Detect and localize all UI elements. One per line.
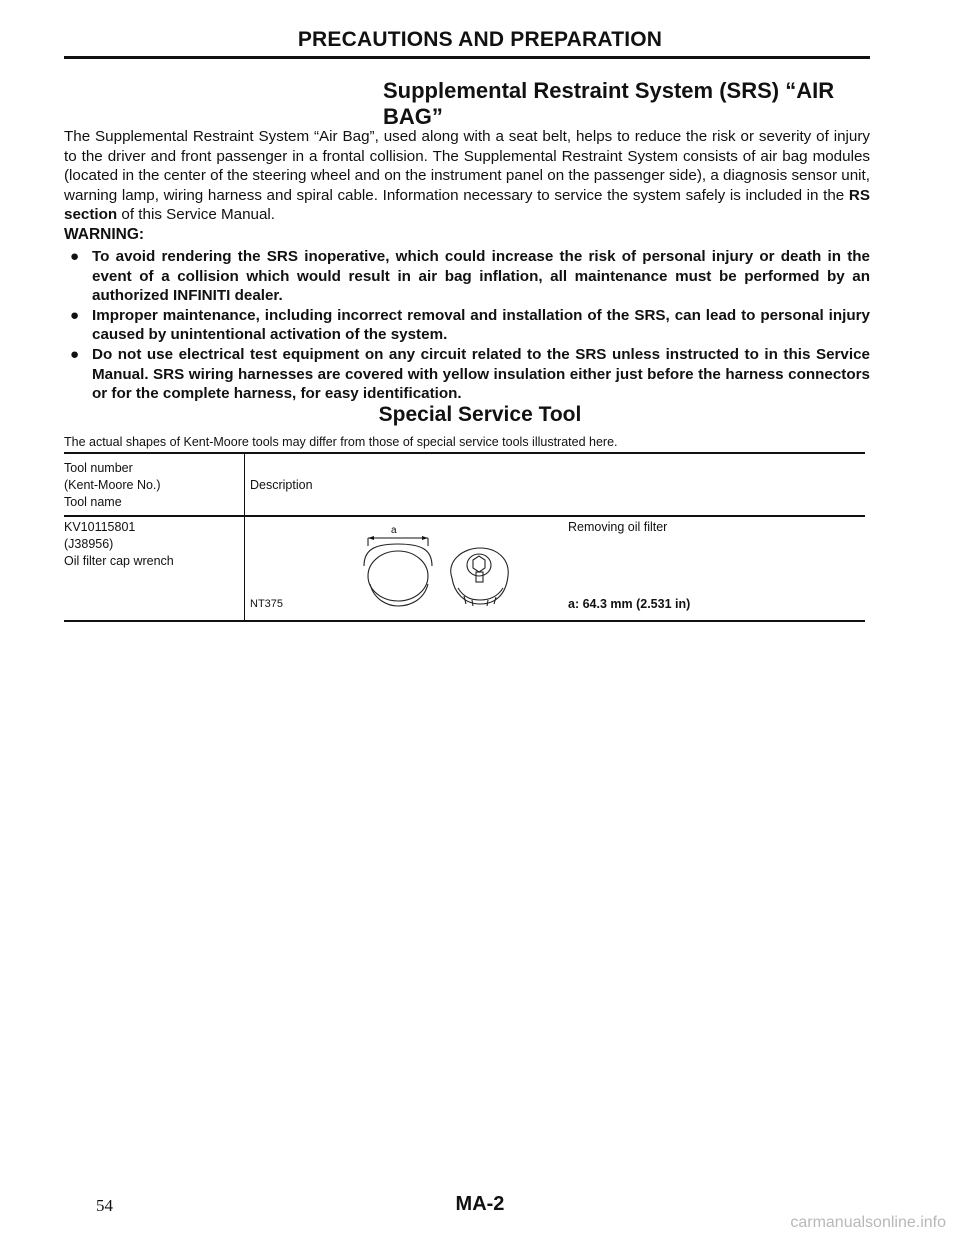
bullet-icon: ● [70, 248, 80, 265]
header-tool-name: Tool name [64, 495, 122, 509]
table-top-rule [64, 452, 865, 454]
figure-label-a: a [391, 525, 397, 536]
watermark: carmanualsonline.info [790, 1214, 946, 1231]
page-header-title: PRECAUTIONS AND PREPARATION [297, 28, 663, 51]
srs-intro-text-end: of this Service Manual. [117, 206, 276, 224]
kent-moore-number: (J38956) [64, 537, 114, 551]
tool-dimension-text: a: 64.3 mm (2.531 in) [568, 597, 691, 611]
warning-text: To avoid rendering the SRS inoperative, which could increase the risk of personal injury or death in the event of a collision which would result in air bag inflation, all maintenance must be performed by an authorized INFINITI dealer. [92, 248, 870, 305]
header-rule [64, 56, 870, 59]
tool-description: Removing oil filter [568, 520, 668, 534]
srs-section-title: Supplemental Restraint System (SRS) “AIR BAG” [383, 78, 835, 129]
warning-item [64, 306, 870, 345]
sst-note: The actual shapes of Kent-Moore tools may differ from those of special service tools illustrated here. [64, 435, 618, 449]
arrow-left-icon [368, 536, 374, 540]
bullet-icon: ● [70, 345, 80, 363]
wrench-perspective-view [451, 548, 509, 606]
page-number: 54 [96, 1196, 113, 1215]
table-header-description: Description [250, 478, 313, 492]
special-service-tool-title: Special Service Tool [378, 403, 582, 426]
figure-code: NT375 [250, 598, 284, 610]
bullet-icon: ● [70, 306, 80, 324]
warning-item [64, 345, 870, 404]
arrow-right-icon [422, 536, 428, 540]
warning-item [64, 247, 870, 306]
table-row-tool [64, 519, 174, 570]
header-kent-moore: (Kent-Moore No.) [64, 478, 161, 492]
table-column-divider [244, 454, 245, 620]
table-header-tool [64, 460, 161, 511]
rs-section-reference: RS section [64, 186, 870, 224]
header-tool-number: Tool number [64, 461, 133, 475]
warning-list [64, 247, 870, 404]
srs-intro-paragraph [64, 127, 870, 225]
warning-label: WARNING: [64, 226, 145, 243]
oil-filter-cap-wrench-illustration [340, 520, 530, 616]
tool-number: KV10115801 [64, 520, 136, 534]
srs-intro-text: The Supplemental Restraint System “Air Bag”, used along with a seat belt, helps to reduce the risk or severity of injury to the driver and front passenger in a frontal collision. The Supplemental Restraint System consists of air bag modules (located in the center of the steering wheel and on the instrument panel on the passenger side), a diagnosis sensor unit, warning lamp, wiring harness and spiral cable. Information necessary to service the system safely is included in the [64, 128, 870, 204]
table-bottom-rule [64, 620, 865, 622]
wrench-side-view [364, 538, 432, 606]
page-code: MA-2 [455, 1193, 505, 1215]
warning-text: Improper maintenance, including incorrect removal and installation of the SRS, can lead to personal injury caused by unintentional activation of the system. [92, 306, 870, 344]
warning-text: Do not use electrical test equipment on any circuit related to the SRS unless instructed to in this Service Manual. SRS wiring harnesses are covered with yellow insulation either just before the harness connectors or for the complete harness, for easy identification. [92, 345, 870, 403]
tool-name: Oil filter cap wrench [64, 554, 174, 568]
tool-dimension [568, 596, 690, 613]
table-header-rule [64, 515, 865, 517]
